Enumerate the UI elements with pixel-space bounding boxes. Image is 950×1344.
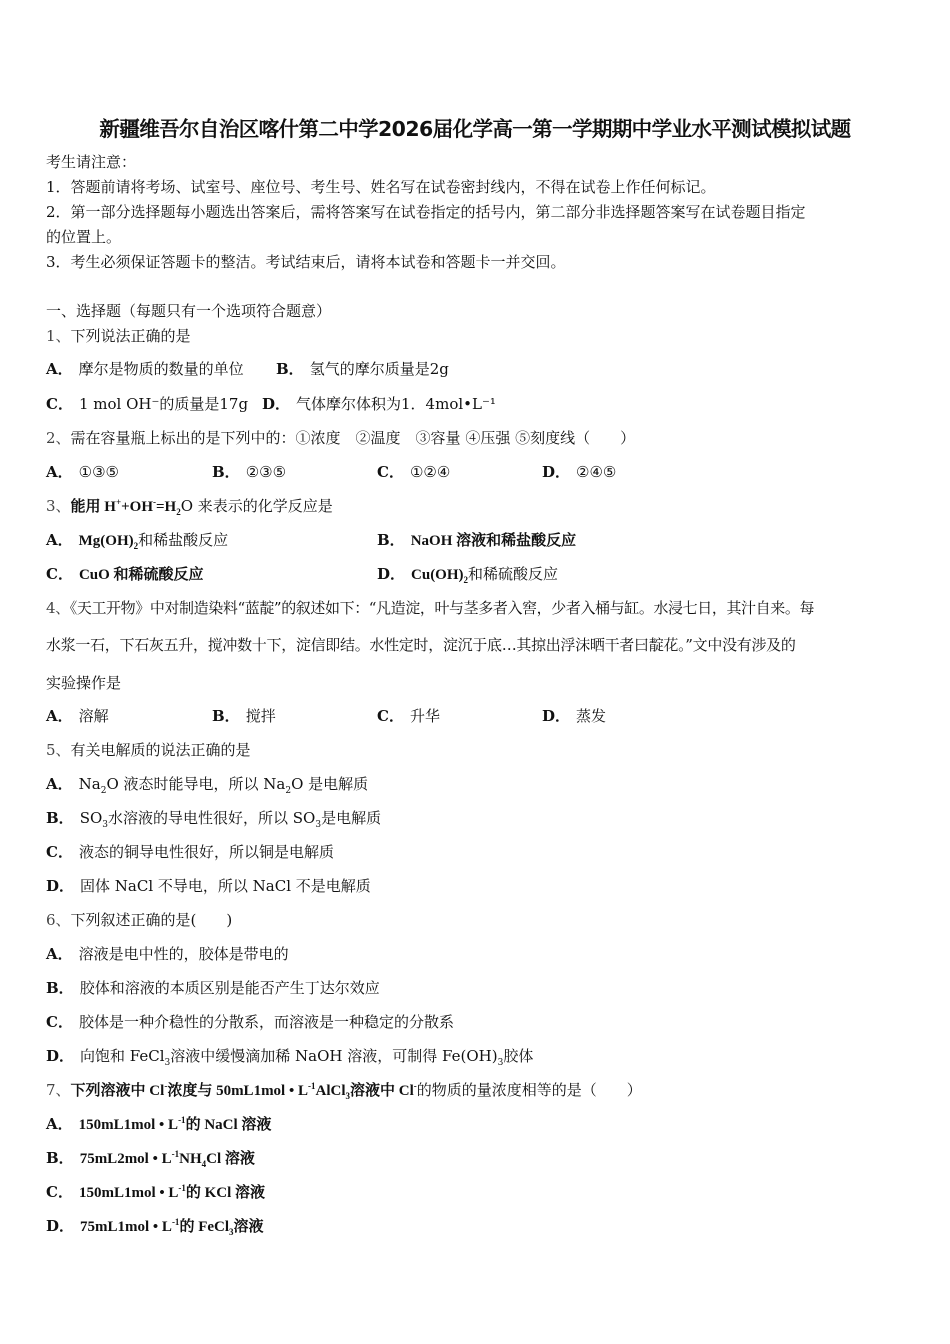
q2-option-c: C． ①②④ — [377, 463, 451, 481]
q6-option-c: C． 胶体是一种介稳性的分散系，而溶液是一种稳定的分散系 — [46, 1013, 454, 1031]
question-5-stem: 5、有关电解质的说法正确的是 — [46, 741, 251, 759]
q7-option-b: B． 75mL2mol • $L^{-1}NH_4Cl$ 溶液 — [46, 1149, 255, 1169]
notice-heading: 考生请注意： — [46, 153, 137, 171]
question-text: 下列说法正确的是 — [70, 327, 191, 345]
q3-option-d: D． $Cu(OH)_2$和稀硫酸反应 — [377, 565, 559, 585]
question-2-stem: 2、需在容量瓶上标出的是下列中的：①浓度 ②温度 ③容量 ④压强 ⑤刻度线（ ） — [46, 429, 636, 447]
q3-option-c: C． CuO 和稀硫酸反应 — [46, 565, 204, 583]
q2-option-b: B． ②③⑤ — [212, 463, 287, 481]
q1-option-a: A． 摩尔是物质的数量的单位 — [46, 360, 244, 378]
q4-option-b: B． 搅拌 — [212, 707, 276, 725]
q5-option-b: B． $SO_3$水溶液的导电性很好，所以 $SO_3$是电解质 — [46, 809, 382, 830]
q2-option-a: A． ①③⑤ — [46, 463, 119, 481]
notice-item-2-cont: 的位置上。 — [46, 228, 122, 246]
q6-option-b: B． 胶体和溶液的本质区别是能否产生丁达尔效应 — [46, 979, 380, 997]
q7-option-a: A． 150mL1mol • $L^{-1}$的 NaCl 溶液 — [46, 1115, 272, 1133]
q1-option-d: D． 气体摩尔体积为1．4mol•L⁻¹ — [262, 395, 496, 413]
question-6-stem: 6、下列叙述正确的是( ) — [46, 911, 233, 929]
question-7-stem: 7、下列溶液中 Cl-浓度与 50mL1mol • $L^{-1}AlCl_3$溶液中 Cl-的物质的量浓度相等的是（ ） — [46, 1081, 642, 1101]
q4-option-c: C． 升华 — [377, 707, 440, 725]
q7-option-c: C． 150mL1mol • $L^{-1}$的 KCl 溶液 — [46, 1183, 266, 1201]
notice-item-1: 1．答题前请将考场、试室号、座位号、考生号、姓名写在试卷密封线内，不得在试卷上作任何标记。 — [46, 178, 716, 196]
q3-option-a: A． $Mg(OH)_2$和稀盐酸反应 — [46, 531, 229, 551]
q3-option-b: B． NaOH 溶液和稀盐酸反应 — [377, 531, 577, 549]
q6-option-d: D． 向饱和 FeCl$_3$溶液中缓慢滴加稀 NaOH 溶液，可制得 $Fe(OH)_3$胶体 — [46, 1047, 534, 1068]
question-4-stem-line-1: 4、《天工开物》中对制造染料“蓝靛”的叙述如下：“凡造淀，叶与茎多者入窖，少者入桶与缸。水浸七日，其汁自来。每 — [46, 599, 815, 617]
question-3-stem: 3、能用 $H^++OH^-=H_2O$ 来表示的化学反应是 — [46, 497, 333, 517]
section-heading: 一、选择题（每题只有一个选项符合题意） — [46, 302, 332, 320]
q6-option-a: A． 溶液是电中性的，胶体是带电的 — [46, 945, 289, 963]
notice-item-3: 3．考生必须保证答题卡的整洁。考试结束后，请将本试卷和答题卡一并交回。 — [46, 253, 566, 271]
page-title: 新疆维吾尔自治区喀什第二中学2026届化学高一第一学期期中学业水平测试模拟试题 — [99, 117, 851, 141]
question-4-stem-line-2: 水浆一石，下石灰五升，搅冲数十下，淀信即结。水性定时，淀沉于底…其掠出浮沫晒干者曰靛花。”文中没有涉及的 — [46, 636, 796, 654]
q4-option-d: D． 蒸发 — [542, 707, 607, 725]
q5-option-a: A． $Na_2O$ 液态时能导电，所以 $Na_2O$ 是电解质 — [46, 775, 369, 796]
question-1-stem — [46, 326, 191, 346]
notice-item-2: 2．第一部分选择题每小题选出答案后，需将答案写在试卷指定的括号内，第二部分非选择题答案写在试卷题目指定 — [46, 203, 806, 221]
question-number: 1、 — [46, 327, 71, 345]
q5-option-c: C． 液态的铜导电性很好，所以铜是电解质 — [46, 843, 334, 861]
q4-option-a: A． 溶解 — [46, 707, 109, 725]
q1-option-c: C． 1 mol OH⁻的质量是17g — [46, 395, 249, 413]
q2-option-d: D． ②④⑤ — [542, 463, 617, 481]
question-4-stem-line-3: 实验操作是 — [46, 674, 122, 692]
q5-option-d: D． 固体 NaCl 不导电，所以 NaCl 不是电解质 — [46, 877, 371, 895]
q7-option-d: D． 75mL1mol • $L^{-1}$的 FeCl$_3$溶液 — [46, 1217, 264, 1237]
q1-option-b: B． 氢气的摩尔质量是2g — [276, 360, 449, 378]
